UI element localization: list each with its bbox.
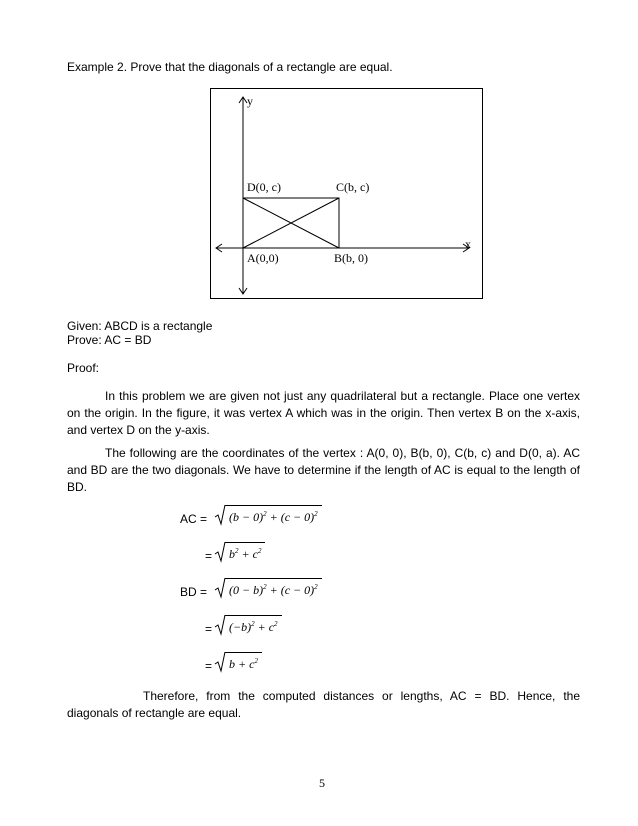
ac-label: AC = xyxy=(180,512,208,526)
bd-expr1-part-b: + (c − 0) xyxy=(266,583,315,597)
ac-expr1-part-a: (b − 0) xyxy=(229,510,264,524)
vertex-a-label: A(0,0) xyxy=(247,251,279,265)
exponent: 2 xyxy=(254,657,258,665)
given-statement: Given: ABCD is a rectangle xyxy=(67,319,213,333)
equals-sign: = xyxy=(205,549,213,563)
ac-expression-2 xyxy=(225,542,265,562)
exponent: 2 xyxy=(235,547,239,555)
ac-expression-1 xyxy=(225,505,322,525)
ac-expr2-part-b: + c xyxy=(238,547,258,561)
equals-sign: = xyxy=(205,622,213,636)
x-axis-label: x xyxy=(465,237,471,251)
exponent: 2 xyxy=(274,620,278,628)
exponent: 2 xyxy=(263,583,267,591)
vertex-c-label: C(b, c) xyxy=(336,180,370,194)
coordinate-figure xyxy=(210,88,483,299)
page-number: 5 xyxy=(319,776,325,790)
ac-expr1-part-b: + (c − 0) xyxy=(266,510,315,524)
ac-expr2-part-a: b xyxy=(229,547,235,561)
equals-sign: = xyxy=(205,659,213,673)
exponent: 2 xyxy=(314,583,318,591)
exponent: 2 xyxy=(314,510,318,518)
y-axis-label: y xyxy=(247,94,253,108)
prove-statement: Prove: AC = BD xyxy=(67,333,152,347)
proof-paragraph-1: In this problem we are given not just any quadrilateral but a rectangle. Place one vertex on the origin. In the figure, it was vertex A which was in the origin. Then vertex B on the x-axis, and vertex D on the y-axis. xyxy=(67,389,580,437)
exponent: 2 xyxy=(263,510,267,518)
bd-expr3-part-a: b + c xyxy=(229,657,255,671)
vertex-b-label: B(b, 0) xyxy=(334,251,368,265)
example-title: Example 2. Prove that the diagonals of a rectangle are equal. xyxy=(67,60,393,74)
exponent: 2 xyxy=(257,547,262,555)
bd-expr1-part-a: (0 − b) xyxy=(229,583,264,597)
proof-heading: Proof: xyxy=(67,361,100,375)
bd-expression-1 xyxy=(225,578,322,598)
bd-expression-3 xyxy=(225,652,262,672)
bd-label: BD = xyxy=(180,585,208,599)
bd-expr2-part-b: + c xyxy=(254,620,275,634)
proof-paragraph-2: The following are the coordinates of the vertex : A(0, 0), B(b, 0), C(b, c) and D(0, a). AC and BD are the two diagonals. We have to determine if the length of AC is equal to the length of BD. xyxy=(67,446,580,494)
bd-expr2-part-a: (−b) xyxy=(229,620,252,634)
vertex-d-label: D(0, c) xyxy=(247,180,281,194)
exponent: 2 xyxy=(251,620,255,628)
conclusion-paragraph: Therefore, from the computed distances or lengths, AC = BD. Hence, the diagonals of rectangle are equal. xyxy=(67,689,580,720)
bd-expression-2 xyxy=(225,615,282,635)
